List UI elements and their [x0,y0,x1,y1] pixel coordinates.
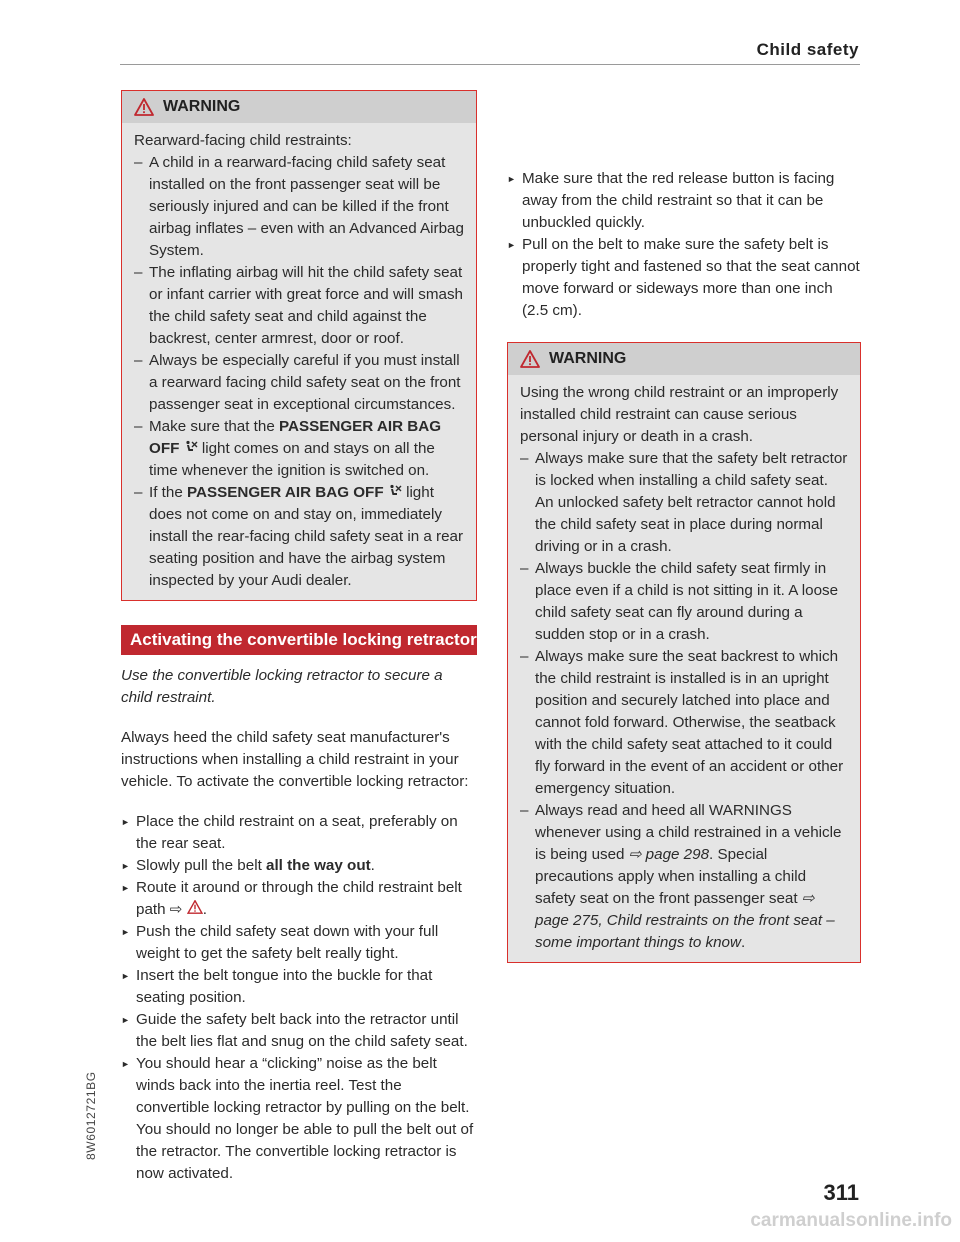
warning-body [508,375,860,962]
passenger-airbag-off-icon [184,440,198,453]
warning-item: – The inflating airbag will hit the child safety seat or infant carrier with great force and will smash the child safety seat and child against the backrest, center armrest, door or roof. [134,262,464,350]
restraint-warning-box [507,342,861,963]
warning-triangle-icon [520,350,540,368]
warning-header [508,343,860,375]
warning-item: – Make sure that the PASSENGER AIR BAG OFF light comes on and stays on all the time whenever the ignition is switched on. [134,416,464,482]
warning-item: – A child in a rearward-facing child safety seat installed on the front passenger seat will be seriously injured and can be killed if the front airbag inflates – even with an Advanced Airbag System. [134,152,464,262]
cross-reference-link[interactable]: ⇨ [169,901,183,918]
document-code: 8W6012721BG [84,1071,98,1160]
warning-triangle-icon [187,900,203,914]
instruction-step: ► Slowly pull the belt all the way out. [121,855,477,877]
right-column [507,168,861,963]
warning-intro: Rearward-facing child restraints: [134,132,352,149]
instruction-step: ► Insert the belt tongue into the buckle for that seating position. [121,965,477,1009]
instruction-step: ► Pull on the belt to make sure the safety belt is properly tight and fastened so that the seat cannot move forward or sideways more than one inch (2.5 cm). [507,234,861,322]
rearward-warning-box [121,90,477,601]
left-column [121,90,477,1185]
warning-intro: Using the wrong child restraint or an improperly installed child restraint can cause serious personal injury or death in a crash. [520,384,839,445]
warning-item: – Always be especially careful if you must install a rearward facing child safety seat on the front passenger seat in exceptional circumstances. [134,350,464,416]
header-rule [120,64,860,65]
page-number: 311 [823,1180,859,1205]
section-heading: Activating the convertible locking retractor [121,625,477,655]
instruction-step: ► Route it around or through the child restraint belt path ⇨ . [121,877,477,921]
cross-reference-link[interactable]: ⇨ page 298 [628,846,710,863]
page-header-title: Child safety [756,40,859,59]
cross-reference-link[interactable]: ⇨ page 275, Child restraints on the front seat – some important things to know [535,890,835,951]
warning-body [122,123,476,600]
warning-triangle-icon [134,98,154,116]
watermark: carmanualsonline.info [750,1210,952,1231]
warning-item: – Always buckle the child safety seat firmly in place even if a child is not sitting in it. A loose child safety seat can fly around during a sudden stop or in a crash. [520,558,848,646]
instruction-step: ► Guide the safety belt back into the retractor until the belt lies flat and snug on the child safety seat. [121,1009,477,1053]
warning-item: – If the PASSENGER AIR BAG OFF light does not come on and stay on, immediately install the rear-facing child safety seat in a rear seating position and have the airbag system inspected by your Audi dealer. [134,482,464,592]
warning-title: WARNING [163,98,241,115]
instruction-step: ► Push the child safety seat down with your full weight to get the safety belt really tight. [121,921,477,965]
warning-item: – Always make sure the seat backrest to which the child restraint is installed is in an upright position and securely latched into place and cannot fold forward. Otherwise, the seatback with the child safety seat attached to it could fly forward in the event of an accident or other emergency situation. [520,646,848,800]
warning-item: – Always read and heed all WARNINGS whenever using a child restrained in a vehicle is being used ⇨ page 298. Special precautions apply when installing a child safety seat on the front passenger seat ⇨ page 275, Child restraints on the front seat – some important things to know. [520,800,848,954]
section-paragraph: Always heed the child safety seat manufacturer's instructions when installing a child restraint in your vehicle. To activate the convertible locking retractor: [121,729,469,790]
instruction-step: ► Place the child restraint on a seat, preferably on the rear seat. [121,811,477,855]
section-intro: Use the convertible locking retractor to secure a child restraint. [121,667,443,706]
passenger-airbag-off-icon [388,484,402,497]
instruction-step: ► Make sure that the red release button is facing away from the child restraint so that it can be unbuckled quickly. [507,168,861,234]
warning-item: – Always make sure that the safety belt retractor is locked when installing a child safety seat. An unlocked safety belt retractor cannot hold the child safety seat in place during normal driving or in a crash. [520,448,848,558]
warning-title: WARNING [549,350,627,367]
warning-header [122,91,476,123]
instruction-step: ► You should hear a “clicking” noise as the belt winds back into the inertia reel. Test the convertible locking retractor by pulling on the belt. You should no longer be able to pull the belt out of the retractor. The convertible locking retractor is now activated. [121,1053,477,1185]
